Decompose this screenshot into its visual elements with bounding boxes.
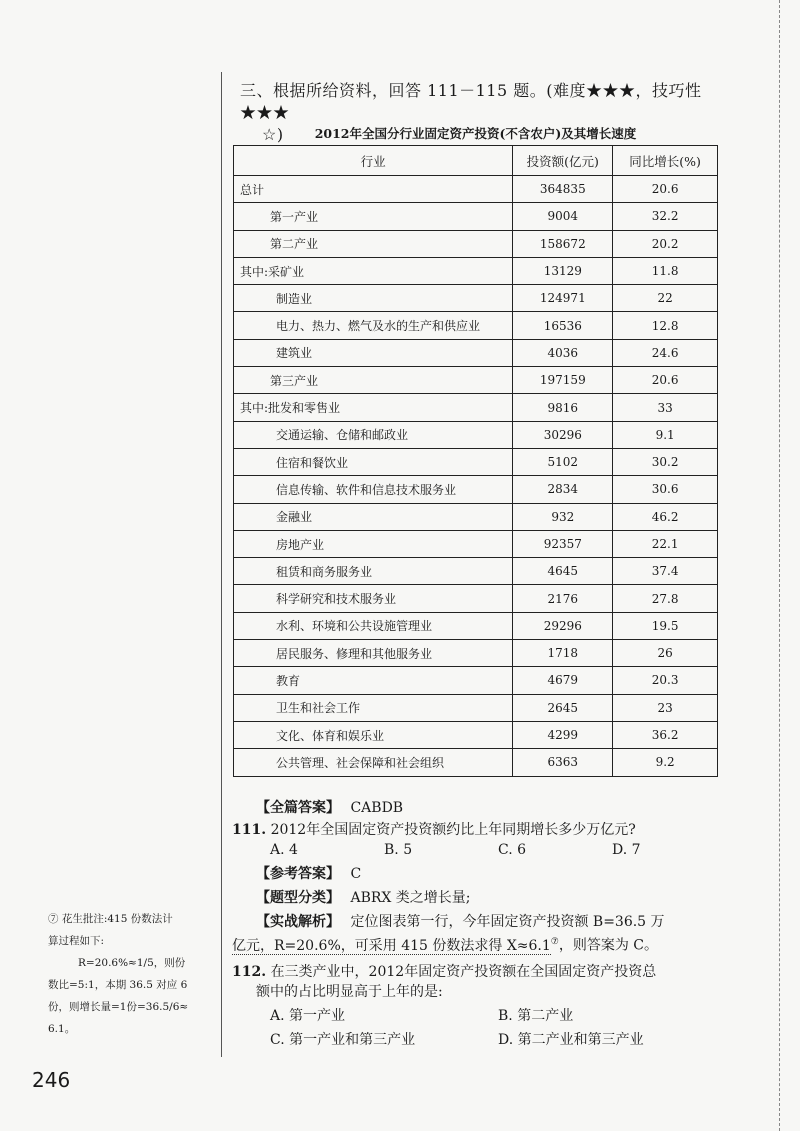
amount-cell: 4036 <box>513 339 613 366</box>
amount-cell: 29296 <box>513 612 613 639</box>
table-row <box>234 176 718 203</box>
amount-cell: 92357 <box>513 530 613 557</box>
growth-cell: 37.4 <box>613 558 718 585</box>
growth-cell: 20.6 <box>613 176 718 203</box>
q112-option-a[interactable]: A. 第一产业 <box>270 1008 346 1024</box>
table-body <box>234 176 718 777</box>
table-row <box>234 476 718 503</box>
q112-text-cont <box>232 982 732 1002</box>
header-amount: 投资额(亿元) <box>513 146 613 176</box>
industry-cell: 其中:采矿业 <box>234 257 513 284</box>
amount-cell: 932 <box>513 503 613 530</box>
table-row <box>234 530 718 557</box>
growth-cell: 12.8 <box>613 312 718 339</box>
amount-cell: 9816 <box>513 394 613 421</box>
page-edge-line <box>779 0 780 1131</box>
question-112 <box>232 962 732 1050</box>
q111-analysis-tail: ，则答案为 C。 <box>558 937 659 954</box>
amount-cell: 2176 <box>513 585 613 612</box>
growth-cell: 9.2 <box>613 749 718 776</box>
table-row <box>234 721 718 748</box>
industry-cell: 第三产业 <box>234 367 513 394</box>
q112-options-row2 <box>232 1030 732 1050</box>
amount-cell: 364835 <box>513 176 613 203</box>
industry-cell: 总计 <box>234 176 513 203</box>
q111-option-c[interactable]: C. 6 <box>498 842 527 858</box>
q111-analysis-cont <box>232 932 732 956</box>
table-row <box>234 749 718 776</box>
growth-cell: 19.5 <box>613 612 718 639</box>
growth-cell: 24.6 <box>613 339 718 366</box>
amount-cell: 9004 <box>513 203 613 230</box>
q111-type-label: 【题型分类】 <box>256 890 340 906</box>
growth-cell: 22 <box>613 285 718 312</box>
amount-cell: 30296 <box>513 421 613 448</box>
q111-option-d[interactable]: D. 7 <box>612 842 641 858</box>
q111-type <box>232 888 732 908</box>
growth-cell: 32.2 <box>613 203 718 230</box>
amount-cell: 16536 <box>513 312 613 339</box>
side-note-line3: R=20.6%≈1/5，则份 <box>78 957 186 969</box>
amount-cell: 13129 <box>513 257 613 284</box>
amount-cell: 2834 <box>513 476 613 503</box>
header-industry: 行业 <box>234 146 513 176</box>
q112-option-c[interactable]: C. 第一产业和第三产业 <box>270 1032 416 1048</box>
amount-cell: 6363 <box>513 749 613 776</box>
industry-cell: 水利、环境和公共设施管理业 <box>234 612 513 639</box>
q112-options-row1 <box>232 1006 732 1026</box>
table-row <box>234 612 718 639</box>
growth-cell: 20.6 <box>613 367 718 394</box>
q112-text-line1: 在三类产业中，2012年固定资产投资额在全国固定资产投资总 <box>270 964 657 980</box>
table-row <box>234 257 718 284</box>
growth-cell: 46.2 <box>613 503 718 530</box>
q111-analysis-line1: 定位图表第一行，今年固定资产投资额 B=36.5 万 <box>350 914 665 930</box>
q111-option-b[interactable]: B. 5 <box>384 842 413 858</box>
industry-cell: 其中:批发和零售业 <box>234 394 513 421</box>
industry-cell: 科学研究和技术服务业 <box>234 585 513 612</box>
side-note-line4: 数比=5:1，本期 36.5 对应 6 <box>48 979 188 991</box>
q111-reference <box>232 864 732 884</box>
growth-cell: 20.3 <box>613 667 718 694</box>
q111-number: 111. <box>232 822 267 838</box>
q111-options <box>232 840 732 860</box>
table-row <box>234 694 718 721</box>
industry-cell: 卫生和社会工作 <box>234 694 513 721</box>
industry-cell: 交通运输、仓储和邮政业 <box>234 421 513 448</box>
industry-cell: 住宿和餐饮业 <box>234 448 513 475</box>
header-growth: 同比增长(%) <box>613 146 718 176</box>
industry-cell: 第二产业 <box>234 230 513 257</box>
growth-cell: 27.8 <box>613 585 718 612</box>
q111-ref-label: 【参考答案】 <box>256 866 340 882</box>
full-answer-value: CABDB <box>350 800 404 816</box>
table-row <box>234 367 718 394</box>
amount-cell: 1718 <box>513 640 613 667</box>
table-row <box>234 394 718 421</box>
page-number: 246 <box>32 1068 71 1092</box>
amount-cell: 4679 <box>513 667 613 694</box>
amount-cell: 4299 <box>513 721 613 748</box>
table-row <box>234 285 718 312</box>
q112-option-d[interactable]: D. 第二产业和第三产业 <box>498 1032 644 1048</box>
side-note-line1: ⑦ 花生批注:415 份数法计 <box>48 913 173 925</box>
growth-cell: 9.1 <box>613 421 718 448</box>
q111-type-value: ABRX 类之增长量; <box>350 890 471 906</box>
table-row <box>234 421 718 448</box>
q111-footnote-mark: ⑦ <box>550 937 559 947</box>
side-note-line2: 算过程如下: <box>48 935 105 947</box>
full-answer-label: 【全篇答案】 <box>256 800 340 816</box>
q112-number: 112. <box>232 964 267 980</box>
side-note-line5: 份，则增长量=1份=36.5/6≈ <box>48 1001 189 1013</box>
table-row <box>234 448 718 475</box>
table-row <box>234 230 718 257</box>
industry-cell: 第一产业 <box>234 203 513 230</box>
q111-ref-value: C <box>350 866 362 882</box>
growth-cell: 22.1 <box>613 530 718 557</box>
growth-cell: 23 <box>613 694 718 721</box>
growth-cell: 20.2 <box>613 230 718 257</box>
amount-cell: 2645 <box>513 694 613 721</box>
growth-cell: 33 <box>613 394 718 421</box>
table-row <box>234 558 718 585</box>
industry-cell: 教育 <box>234 667 513 694</box>
growth-cell: 30.2 <box>613 448 718 475</box>
q111-option-a[interactable]: A. 4 <box>270 842 298 858</box>
q112-text-line2: 额中的占比明显高于上年的是: <box>256 984 443 1000</box>
industry-cell: 金融业 <box>234 503 513 530</box>
q112-option-b[interactable]: B. 第二产业 <box>498 1008 574 1024</box>
table-header-row <box>234 146 718 176</box>
investment-table <box>233 145 718 777</box>
growth-cell: 26 <box>613 640 718 667</box>
industry-cell: 租赁和商务服务业 <box>234 558 513 585</box>
amount-cell: 5102 <box>513 448 613 475</box>
table-row <box>234 503 718 530</box>
industry-cell: 制造业 <box>234 285 513 312</box>
side-annotation <box>48 908 216 1040</box>
side-note-line6: 6.1。 <box>48 1023 76 1035</box>
industry-cell: 电力、热力、燃气及水的生产和供应业 <box>234 312 513 339</box>
amount-cell: 197159 <box>513 367 613 394</box>
question-111 <box>232 820 732 956</box>
table-row <box>234 667 718 694</box>
table-row <box>234 640 718 667</box>
industry-cell: 信息传输、软件和信息技术服务业 <box>234 476 513 503</box>
amount-cell: 124971 <box>513 285 613 312</box>
table-title: 2012年全国分行业固定资产投资(不含农户)及其增长速度 <box>314 126 637 141</box>
q111-analysis-label: 【实战解析】 <box>256 914 340 930</box>
table-row <box>234 339 718 366</box>
amount-cell: 4645 <box>513 558 613 585</box>
growth-cell: 36.2 <box>613 721 718 748</box>
margin-divider <box>221 72 230 1057</box>
heading-line-1: 三、根据所给资料，回答 111－115 题。(难度★★★，技巧性★★★ <box>240 81 702 122</box>
industry-cell: 房地产业 <box>234 530 513 557</box>
table-row <box>234 312 718 339</box>
growth-cell: 11.8 <box>613 257 718 284</box>
table-row <box>234 585 718 612</box>
growth-cell: 30.6 <box>613 476 718 503</box>
industry-cell: 公共管理、社会保障和社会组织 <box>234 749 513 776</box>
industry-cell: 文化、体育和娱乐业 <box>234 721 513 748</box>
industry-cell: 居民服务、修理和其他服务业 <box>234 640 513 667</box>
q111-text: 2012年全国固定资产投资额约比上年同期增长多少万亿元? <box>270 822 636 838</box>
q111-analysis-line2: 亿元，R=20.6%，可采用 415 份数法求得 X≈6.1 <box>232 937 551 954</box>
industry-cell: 建筑业 <box>234 339 513 366</box>
q111-analysis <box>232 912 732 932</box>
table-row <box>234 203 718 230</box>
full-answer <box>256 798 726 818</box>
amount-cell: 158672 <box>513 230 613 257</box>
heading-line-2: ☆) <box>262 125 284 144</box>
